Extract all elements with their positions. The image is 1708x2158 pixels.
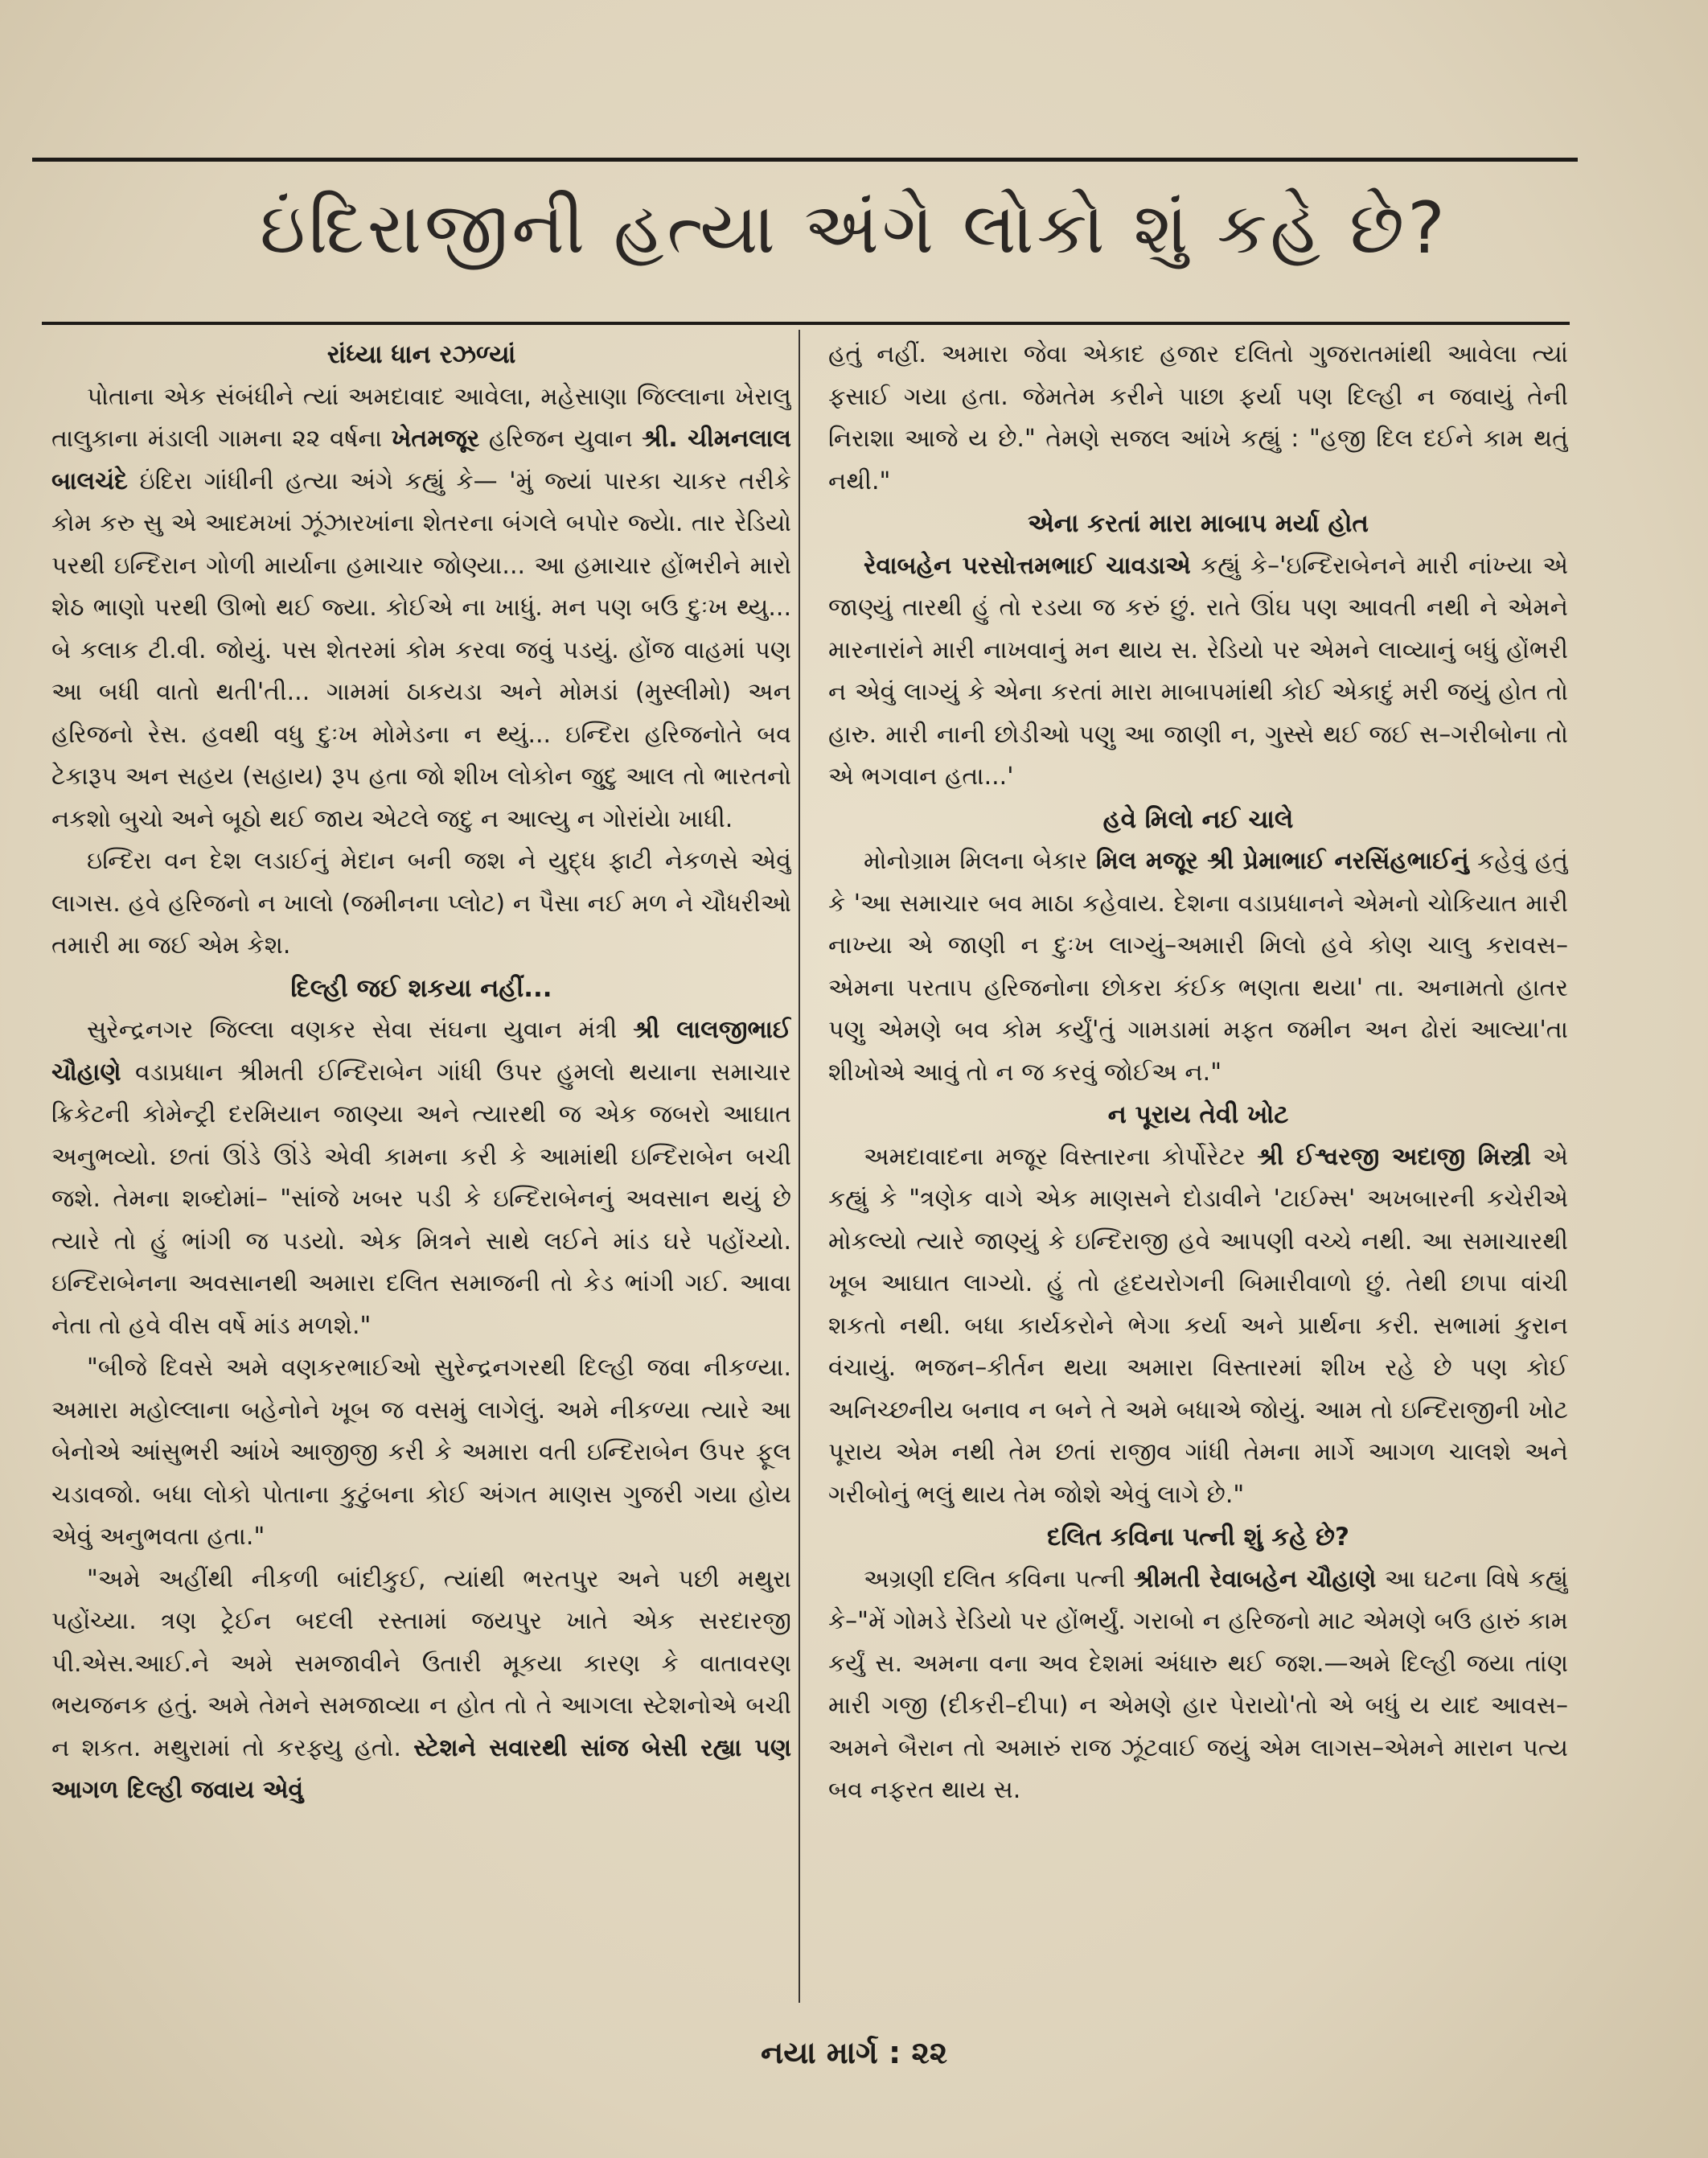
text-span: અગ્રણી દલિત કવિના પત્ની <box>864 1564 1134 1593</box>
paragraph <box>51 1559 791 1812</box>
subheading-right-1: એના કરતાં મારા માબાપ મર્યા હોત <box>1028 509 1369 538</box>
bold-name: મિલ મજૂર શ્રી પ્રેમાભાઈ નરસિંહભાઈનું <box>1095 847 1469 875</box>
bold-name: શ્રી લાલજીભાઈ ચૌહાણે <box>51 1016 791 1087</box>
subheading-right-3: ન પૂરાય તેવી ખોટ <box>1107 1100 1289 1129</box>
text-span: હરિજન યુવાન <box>479 425 643 453</box>
subheading-left-2: દિલ્હી જઈ શકયા નહીં... <box>290 973 552 1003</box>
column-divider <box>799 330 800 2003</box>
text-span: એ કહ્યું કે "ત્રણેક વાગે એક માણસને દોડાવીને 'ટાઈમ્સ' અખબારની કચેરીએ મોકલ્યો ત્યારે જાણ્યું કે ઇન્દિરાજી હવે આપણી વચ્ચે નથી. આ સમાચારથી ખૂબ આઘાત લાગ્યો. હું તો હૃદયરોગની બિમારીવાળો છું. તેથી છાપા વાંચી શકતો નથી. બધા કાર્યકરોને ભેગા કર્યા અને પ્રાર્થના કરી. સભામાં કુરાન વંચાયું. ભજન–કીર્તન થયા અમારા વિસ્તારમાં શીખ રહે છે પણ કોઈ અનિચ્છનીય બનાવ ન બને તે અમે બધાએ જોયું. આમ તો ઇન્દિરાજીની ખોટ પૂરાય એમ નથી તેમ છતાં રાજીવ ગાંધી તેમના માર્ગે આગળ ચાલશે અને ગરીબોનું ભલું થાય તેમ જોશે એવું લાગે છે." <box>828 1142 1568 1509</box>
bold-name: શ્રી. ચીમનલાલ બાલચંદે <box>51 425 791 495</box>
text-span: કહેવું હતું કે 'આ સમાચાર બવ માઠા કહેવાય. દેશના વડાપ્રધાનને એમનો ચોકિયાત મારી નાખ્યા એ જાણી ન દુઃખ લાગ્યું–અમારી મિલો હવે કોણ ચાલુ કરાવસ– એમના પરતાપ હરિજનોના છોકરા કંઈક ભણતા થયા' તા. અનામતો હાતર પણુ એમણે બવ કોમ કર્યું'તું ગામડામાં મફત જમીન અન ઢોરાં આલ્યા'તા શીખોએ આવું તો ન જ કરવું જોઈઅ ન." <box>828 847 1568 1087</box>
text-span: મોનોગ્રામ મિલના બેકાર <box>864 847 1096 875</box>
bold-text: ખેતમજૂર <box>391 425 480 453</box>
paragraph <box>828 1559 1568 1812</box>
bold-name: શ્રી ઈશ્વરજી અદાજી મિસ્ત્રી <box>1257 1142 1531 1171</box>
paragraph: ઇન્દિરા વન દેશ લડાઈનું મેદાન બની જશ ને યુદ્ધ ફાટી નેકળસે એવું લાગસ. હવે હરિજનો ન ખાલો (જમીનના પ્લોટ) ન પૈસા નઈ મળ ને ચૌધરીઓ તમારી મા જઈ એમ કેશ. <box>51 847 791 960</box>
text-span: સુરેન્દ્રનગર જિલ્લા વણકર સેવા સંઘના યુવાન મંત્રી <box>87 1016 634 1044</box>
paragraph <box>828 1137 1568 1517</box>
text-span: અમદાવાદના મજૂર વિસ્તારના કોર્પોરેટર <box>864 1142 1258 1171</box>
text-span: પોતાના એક સંબંધીને ત્યાં અમદાવાદ આવેલા, મહેસાણા જિલ્લાના ખેરાલુ તાલુકાના મંડાલી ગામના ૨૨ વર્ષના <box>51 382 791 453</box>
paragraph <box>828 545 1568 799</box>
paragraph <box>828 841 1568 1094</box>
bold-text: સ્ટેશને સવારથી સાંજ બેસી રહ્યા પણ આગળ દિલ્હી જવાય એવું <box>51 1733 791 1804</box>
paragraph <box>51 1009 791 1347</box>
article-title: ઇંદિરાજીની હત્યા અંગે લોકો શું કહે છે? <box>260 187 1448 269</box>
text-span: કહ્યું કે–'ઇન્દિરાબેનને મારી નાંખ્યા એ જાણ્યું તારથી હું તો રડયા જ કરું છું. રાતે ઊંઘ પણ આવતી નથી ને એમને મારનારાંને મારી નાખવાનું મન થાય સ. રેડિયો પર એમને લાવ્યાનું બધું હોંભરી ન એવું લાગ્યું કે એના કરતાં મારા માબાપમાંથી કોઈ એકાદું મરી જયું હોત તો હારુ. મારી નાની છોડીઓ પણુ આ જાણી ન, ગુસ્સે થઈ જઈ સ–ગરીબોના તો એ ભગવાન હતા...' <box>828 551 1568 791</box>
text-span: ઇંદિરા ગાંધીની હત્યા અંગે કહ્યું કે— 'મું જ્યાં પારકા ચાકર તરીકે કોમ કરુ સુ એ આદમખાં ઝૂંઝારખાંના શેતરના બંગલે બપોર જ્યેા. તાર રેડિયો પરથી ઇન્દિરાન ગોળી માર્યાના હમાચાર જોણ્યા... આ હમાચાર હોંભરીને મારો શેઠ ભાણો પરથી ઊભો થઈ જ્યા. કોઈએ ના ખાધું. મન પણ બઉ દુઃખ થ્યુ... બે કલાક ટી.વી. જોયું. પસ શેતરમાં કોમ કરવા જવું પડયું. હોંજ વાહમાં પણ આ બધી વાતો થતી'તી... ગામમાં ઠાકયડા અને મોમડાં (મુસ્લીમો) અન હરિજનો રેસ. હવથી વધુ દુઃખ મોમેડના ન થ્યું... ઇન્દિરા હરિજનોતે બવ ટેકારૂપ અન સહય (સહાય) રૂપ હતા જો શીખ લોકોન જુદુ આલ તો ભારતનો નકશો બુચો અને બૂઠો થઈ જાય એટલે જદુ ન આલ્યુ ન ગોરાંયેા ખાધી. <box>51 467 791 833</box>
paragraph <box>51 376 791 841</box>
subheading-left-1: રાંધ્યા ધાન રઝળ્યાં <box>326 340 516 369</box>
text-span: આ ઘટના વિષે કહ્યું કે–"મેં ગોમડે રેડિયો પર હોંભર્યું. ગરાબો ન હરિજનો માટ એમણે બઉ હારું કામ કર્યું સ. અમના વના અવ દેશમાં અંધારુ થઈ જશ.—અમે દિલ્હી જયા તાંણ મારી ગજી (દીકરી–દીપા) ન એમણે હાર પેરાયો'તો એ બધું ય યાદ આવસ– અમને બૈરાન તો અમારું રાજ ઝૂંટવાઈ જયું એમ લાગસ–એમને મારાન પત્ય બવ નફરત થાય સ. <box>828 1564 1568 1804</box>
text-span: વડાપ્રધાન શ્રીમતી ઈન્દિરાબેન ગાંધી ઉપર હુમલો થયાના સમાચાર ક્રિકેટની કોમેન્ટ્રી દરમિયાન જાણ્યા અને ત્યારથી જ એક જબરો આઘાત અનુભવ્યો. છતાં ઊંડે ઊંડે એવી કામના કરી કે આમાંથી ઇન્દિરાબેન બચી જશે. તેમના શબ્દોમાં– "સાંજે ખબર પડી કે ઇન્દિરાબેનનું અવસાન થયું છે ત્યારે તો હું ભાંગી જ પડયો. એક મિત્રને સાથે લઈને માંડ ઘરે પહોંચ્યો. ઇન્દિરાબેનના અવસાનથી અમારા દલિત સમાજની તો કેડ ભાંગી ગઈ. આવા નેતા તો હવે વીસ વર્ષે માંડ મળશે." <box>51 1058 791 1340</box>
bold-name: રેવાબહેન પરસોત્તમભાઈ ચાવડાએ <box>864 551 1191 580</box>
right-column <box>828 334 1568 2007</box>
paragraph: "બીજે દિવસે અમે વણકરભાઈઓ સુરેન્દ્રનગરથી દિલ્હી જવા નીકળ્યા. અમારા મહોલ્લાના બહેનોને ખૂબ જ વસમું લાગેલું. અમે નીકળ્યા ત્યારે આ બેનોએ આંસુભરી આંખે આજીજી કરી કે અમારા વતી ઇન્દિરાબેન ઉપર ફૂલ ચડાવજો. બધા લોકો પોતાના કુટુંબના કોઈ અંગત માણસ ગુજરી ગયા હોય એવું અનુભવતા હતા." <box>51 1354 791 1551</box>
bold-name: શ્રીમતી રેવાબહેન ચૌહાણે <box>1133 1564 1377 1593</box>
subheading-right-2: હવે મિલો નઈ ચાલે <box>1102 804 1294 834</box>
left-column <box>51 334 791 2007</box>
text-span: "અમે અહીંથી નીકળી બાંદીકુઈ, ત્યાંથી ભરતપુર અને પછી મથુરા પહોંચ્યા. ત્રણ ટ્રેઈન બદલી રસ્તામાં જયપુર ખાતે એક સરદારજી પી.એસ.આઈ.ને અમે સમજાવીને ઉતારી મૂકયા કારણ કે વાતાવરણ ભયજનક હતું. અમે તેમને સમજાવ્યા ન હોત તો તે આગલા સ્ટેશનોએ બચી ન શકત. મથુરામાં તો કરફ્યુ હતો. <box>51 1564 791 1762</box>
page-footer: નયા માર્ગ : ૨૨ <box>760 2035 948 2070</box>
paragraph: હતું નહીં. અમારા જેવા એકાદ હજાર દલિતો ગુજરાતમાંથી આવેલા ત્યાં ફસાઈ ગયા હતા. જેમતેમ કરીને પાછા ફર્યા પણ દિલ્હી ન જવાયું તેની નિરાશા આજે ય છે." તેમણે સજલ આંખે કહ્યું : "હજી દિલ દઈને કામ થતું નથી." <box>828 340 1568 495</box>
top-rule <box>32 158 1578 162</box>
subheading-right-4: દલિત કવિના પત્ની શું કહે છે? <box>1047 1523 1349 1552</box>
title-underline <box>42 322 1570 325</box>
